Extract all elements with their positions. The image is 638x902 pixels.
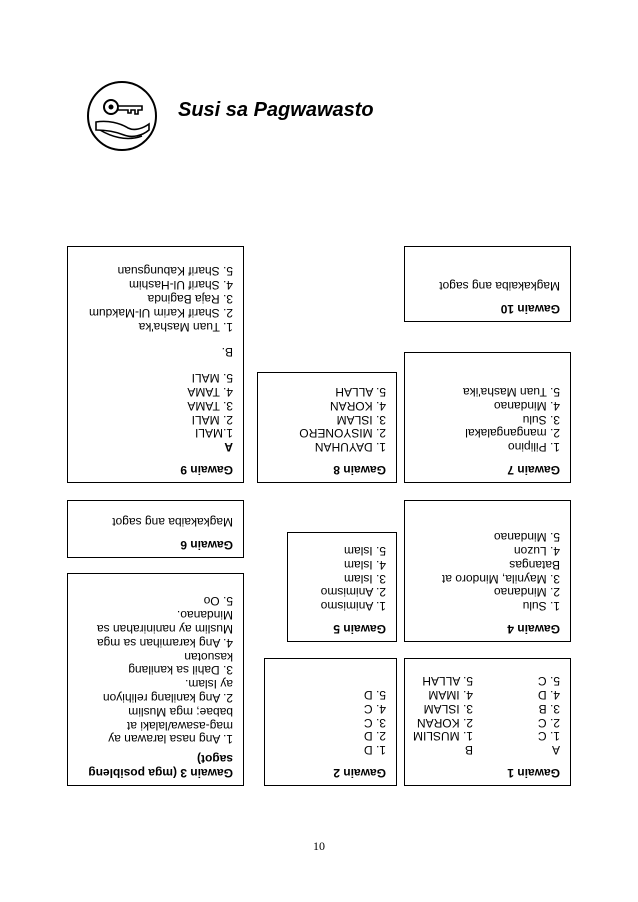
answer-line: 1. Animismo: [320, 599, 386, 614]
answer-line: 4. Mindanao: [493, 398, 560, 413]
answer-line: 4. TAMA: [187, 385, 233, 400]
answer-line: 5. D: [363, 688, 386, 703]
part-b-label: B.: [221, 345, 233, 360]
answer-line: Mindanao.: [176, 608, 233, 623]
gawain-1-box: [404, 658, 571, 786]
answer-line: 1. MUSLIM: [413, 729, 474, 744]
box-title: Gawain 2: [333, 766, 386, 780]
gawain-9-box: [67, 246, 244, 483]
page-number: 10: [313, 839, 325, 853]
answer-line: 2. Sharif Karim Ul-Makdum: [88, 305, 233, 320]
answer-line: 5. Mindanao: [493, 530, 560, 545]
answer-line: Batangas: [509, 557, 560, 572]
answer-line: 1. D: [363, 743, 386, 758]
answer-line: 4. Islam: [343, 557, 386, 572]
answer-line: 4. D: [537, 688, 560, 703]
answer-line: 2. mangangalakal: [465, 426, 560, 441]
box-title: Gawain 9: [180, 463, 233, 477]
gawain-5-box: [287, 532, 397, 642]
answer-line: 5. Tuan Masha'ika: [462, 385, 560, 400]
answer-line: 4. IMAM: [428, 688, 474, 703]
page-title: Susi sa Pagwawasto: [178, 99, 374, 121]
answer-line: 4. Ang karamihan sa mga: [96, 635, 233, 650]
column-a-header: A: [551, 743, 560, 758]
answer-line: 2. MALI: [191, 412, 233, 427]
answer-line: Magkakaiba ang sagot: [439, 279, 560, 294]
answer-line: 3. Sulu: [522, 412, 560, 427]
answer-line: 2. Ang kanilang relihiyon: [102, 691, 233, 706]
gawain-7-box: [404, 352, 571, 483]
answer-line: Muslim ay naninirahan sa: [96, 622, 233, 637]
answer-line: 1. C: [537, 729, 560, 744]
answer-line: 5. MALI: [191, 371, 233, 386]
answer-line: 3. Raja Baginda: [147, 292, 233, 307]
answer-line: 3. B: [538, 701, 560, 716]
answer-line: 3. TAMA: [187, 398, 233, 413]
answer-line: 3. Maynila, Mindoro at: [441, 571, 560, 586]
answer-line: 2. KORAN: [417, 715, 474, 730]
box-title: Gawain 8: [333, 463, 386, 477]
answer-line: ay Islam.: [184, 677, 233, 692]
answer-line: 3. Dahil sa kanilang: [128, 663, 233, 678]
answer-line: 2. C: [537, 715, 560, 730]
answer-line: 3. ISLAM: [336, 412, 386, 427]
box-title: Gawain 4: [507, 622, 560, 636]
answer-line: 1. Pilipino: [507, 440, 560, 455]
answer-line: 1. Sulu: [522, 599, 560, 614]
part-a-label: A: [224, 440, 233, 455]
gawain-4-box: [404, 500, 571, 642]
answer-line: 4. C: [363, 701, 386, 716]
answer-line: kasuotan: [184, 649, 233, 664]
answer-line: 2. MISYONERO: [299, 426, 386, 441]
box-title: Gawain 6: [180, 538, 233, 552]
answer-line: 4. Luzon: [513, 544, 560, 559]
answer-line: 3. C: [363, 715, 386, 730]
answer-line: 2. Animismo: [320, 585, 386, 600]
box-title: Gawain 10: [500, 302, 560, 316]
box-title: Gawain 5: [333, 622, 386, 636]
answer-line: 3. ISLAM: [423, 701, 474, 716]
box-title: Gawain 7: [507, 463, 560, 477]
answer-line: mag-asawa/lalaki at: [126, 718, 233, 733]
answer-line: 1. Tuan Masha'ka: [138, 319, 233, 334]
gawain-6-box: [67, 500, 244, 558]
answer-line: 1. DAYUHAN: [314, 440, 386, 455]
answer-line: 4. KORAN: [329, 398, 386, 413]
answer-line: 5. Oo: [203, 594, 233, 609]
answer-line: 5. Islam: [343, 544, 386, 559]
box-title: Gawain 3 (mga posibleng sagot): [88, 752, 233, 780]
answer-line: 2. D: [363, 729, 386, 744]
gawain-2-box: [264, 658, 397, 786]
answer-line: 5. ALLAH: [335, 385, 386, 400]
answer-line: Magkakaiba ang sagot: [112, 515, 233, 530]
answer-line: 1. Ang nasa larawan ay: [108, 732, 233, 747]
answer-line: 3. Islam: [343, 571, 386, 586]
box-title: Gawain 1: [507, 766, 560, 780]
answer-line: 4. Sharif Ul-Hashim: [128, 278, 233, 293]
column-b-header: B: [465, 743, 474, 758]
gawain-3-box: [67, 573, 244, 786]
answer-line: 5. Sharif Kabungsuan: [117, 264, 233, 279]
answer-line: 5. ALLAH: [422, 674, 474, 689]
answer-line: babae; mga Muslim: [128, 704, 233, 719]
gawain-10-box: [404, 246, 571, 322]
answer-line: 5. C: [537, 674, 560, 689]
answer-line: 1.MALI: [194, 426, 233, 441]
answer-line: 2. Mindanao: [493, 585, 560, 600]
gawain-8-box: [257, 372, 397, 483]
